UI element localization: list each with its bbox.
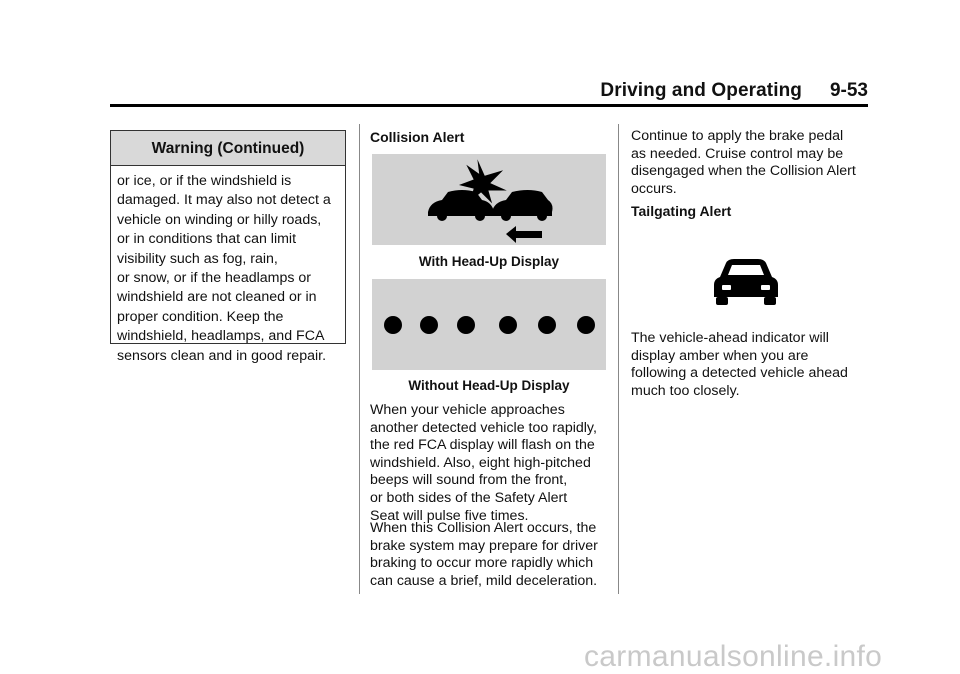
page-header [110, 80, 868, 107]
warning-line: or in conditions that can limit [117, 231, 297, 248]
collision-alert-heading: Collision Alert [370, 129, 465, 145]
column-divider [618, 124, 619, 594]
warning-text [111, 166, 345, 366]
collision-hud-image [372, 154, 606, 245]
text-line: occurs. [631, 180, 677, 197]
text-line: another detected vehicle too rapidly, [370, 419, 597, 436]
collision-no-hud-image [372, 279, 606, 370]
warning-line: or snow, or if the headlamps or [117, 270, 311, 287]
column-3 [631, 128, 871, 198]
text-line: Continue to apply the brake pedal [631, 128, 844, 144]
warning-box [110, 130, 346, 364]
warning-line: visibility such as fog, rain, [117, 250, 278, 267]
vehicle-ahead-icon [712, 257, 780, 305]
text-line: the red FCA display will flash on the [370, 437, 595, 454]
text-line: braking to occur more rapidly which [370, 555, 594, 572]
tailgating-para [631, 330, 871, 400]
section-title: Driving and Operating [600, 80, 802, 101]
text-line: The vehicle-ahead indicator will [631, 330, 829, 346]
watermark: carmanualsonline.info [584, 640, 883, 673]
warning-line: windshield are not cleaned or in [117, 289, 317, 306]
text-line: Seat will pulse five times. [370, 507, 529, 524]
column-2 [370, 128, 610, 146]
warning-line: windshield, headlamps, and FCA [117, 328, 325, 345]
collision-para-2 [370, 520, 614, 590]
text-line: brake system may prepare for driver [370, 537, 598, 554]
text-line: following a detected vehicle ahead [631, 365, 848, 382]
text-line: or both sides of the Safety Alert [370, 489, 568, 506]
text-line: beeps will sound from the front, [370, 472, 568, 489]
warning-line: vehicle on winding or hilly roads, [117, 211, 322, 228]
text-line: as needed. Cruise control may be [631, 145, 844, 162]
warning-line: proper condition. Keep the [117, 308, 284, 325]
text-line: display amber when you are [631, 347, 809, 364]
warning-line: or ice, or if the windshield is [117, 173, 292, 189]
collision-para-1 [370, 402, 614, 525]
led-dots-icon [372, 279, 606, 370]
text-line: When your vehicle approaches [370, 402, 565, 418]
warning-line: damaged. It may also not detect a [117, 192, 331, 209]
text-line: can cause a brief, mild deceleration. [370, 572, 598, 589]
collision-alert-icon [372, 154, 606, 245]
warning-line: sensors clean and in good repair. [117, 347, 327, 364]
text-line: windshield. Also, eight high-pitched [370, 454, 591, 471]
text-line: much too closely. [631, 382, 740, 399]
tailgating-alert-heading: Tailgating Alert [631, 203, 732, 219]
text-line: When this Collision Alert occurs, the [370, 520, 597, 536]
text-line: disengaged when the Collision Alert [631, 163, 856, 180]
page-number: 9-53 [829, 80, 868, 101]
column-divider [359, 124, 360, 594]
caption-no-hud: Without Head-Up Display [408, 378, 570, 393]
warning-title: Warning (Continued) [111, 131, 345, 166]
caption-hud: With Head-Up Display [418, 254, 560, 269]
